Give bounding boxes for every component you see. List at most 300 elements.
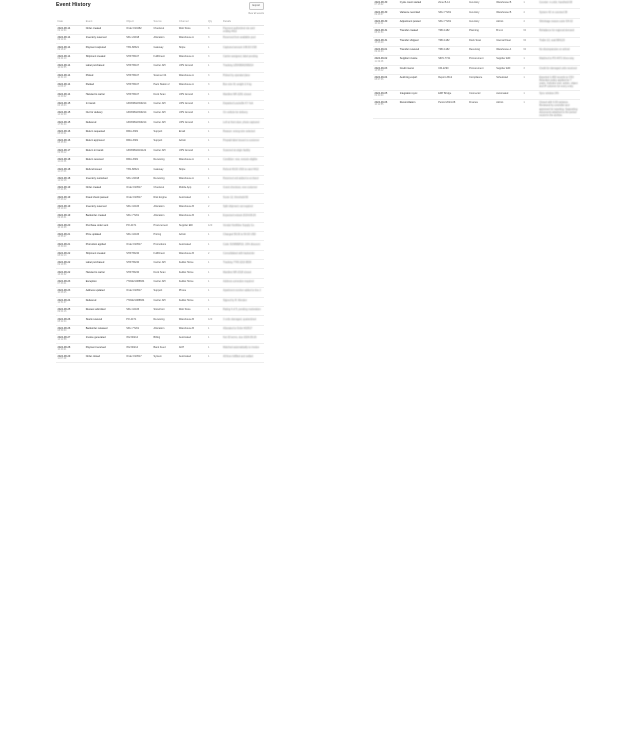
cell-date-sub: 12:51:37 — [57, 301, 67, 304]
cell-date — [373, 28, 398, 37]
cell-event-value: Cycle count started — [399, 1, 422, 5]
event-history-table — [56, 19, 264, 364]
cell-event-value: Payment captured — [85, 45, 107, 49]
cell-event — [84, 250, 125, 259]
cell-event-value: Handed to carrier — [85, 92, 106, 96]
cell-qty — [207, 25, 222, 35]
cell-source — [152, 213, 177, 222]
cell-event — [84, 147, 125, 156]
cell-date-sub: 06:18:33 — [57, 104, 67, 107]
cell-qty — [207, 156, 222, 165]
cell-object-value: SINV-7741 — [438, 57, 451, 61]
cell-date-value: 2024-08-26 — [57, 326, 71, 330]
cell-object — [125, 91, 152, 100]
cell-source — [152, 156, 177, 165]
cell-object — [125, 156, 152, 165]
table-row[interactable] — [56, 335, 264, 344]
cell-details — [538, 28, 580, 37]
cell-details-value: Tracking 7749 2210 8834 — [223, 261, 252, 265]
cell-qty-value: 2 — [208, 251, 210, 255]
cell-object — [125, 35, 152, 44]
table-row[interactable] — [373, 75, 580, 91]
cell-qty-value: 2 — [208, 186, 210, 190]
table-row[interactable] — [56, 119, 264, 128]
table-row[interactable] — [56, 278, 264, 287]
cell-source — [468, 9, 495, 18]
cell-source-value: Planning — [469, 29, 479, 33]
cell-channel-value: Web Store — [178, 26, 191, 30]
cell-event — [398, 65, 436, 74]
cell-channel — [177, 222, 206, 231]
cell-event — [398, 90, 436, 99]
cell-source — [468, 100, 495, 119]
cell-date-value: 2024-08-30 — [374, 10, 388, 14]
cell-event — [84, 175, 125, 184]
table-row[interactable] — [56, 297, 264, 306]
table-row[interactable] — [56, 63, 264, 72]
cell-date-sub: 10:31:19 — [57, 76, 67, 79]
cell-channel — [177, 100, 206, 109]
cell-source — [152, 44, 177, 53]
cell-details-value: System 42 vs counted 38 — [539, 10, 568, 14]
cell-source — [152, 166, 177, 175]
cell-details-value: Condition: new, restock eligible — [223, 158, 258, 162]
cell-channel-value: Admin — [496, 19, 504, 23]
cell-event-value: Delivered — [85, 298, 97, 302]
table-row[interactable] — [373, 18, 580, 27]
cell-event — [84, 203, 125, 212]
cell-channel-value: Warehouse A — [178, 55, 194, 58]
table-row[interactable] — [56, 306, 264, 315]
cell-date — [373, 75, 398, 91]
table-row[interactable] — [56, 156, 264, 165]
cell-object-value: TRN-1182 — [438, 29, 450, 33]
cell-qty — [522, 28, 538, 37]
cell-details — [222, 213, 264, 222]
cell-source — [152, 335, 177, 344]
cell-qty — [522, 75, 538, 91]
cell-event — [84, 128, 125, 137]
cell-source — [152, 91, 177, 100]
cell-event-value: Order closed — [85, 355, 101, 358]
cell-source — [152, 128, 177, 137]
cell-channel-value: Scheduled — [496, 76, 509, 80]
cell-qty-value: 1 — [208, 139, 210, 143]
cell-date — [373, 65, 398, 74]
cell-object-value: RMA-3381 — [126, 130, 139, 133]
cell-object — [125, 213, 152, 222]
cell-source-value: Support — [153, 289, 163, 293]
cell-channel-value: FedEx Home — [178, 270, 194, 274]
table-row[interactable] — [56, 213, 264, 222]
cell-channel-value: Supplier EDI — [496, 66, 511, 70]
cell-source-value: Carrier API — [153, 101, 166, 105]
cell-object-value: TXN-88321 — [126, 45, 140, 49]
cell-qty-value: 1 — [523, 76, 525, 80]
cell-source — [152, 241, 177, 250]
cell-date-value: 2024-08-22 — [57, 270, 71, 274]
cell-date-value: 2024-08-22 — [57, 261, 71, 265]
table-row[interactable] — [56, 53, 264, 62]
cell-channel — [177, 306, 206, 315]
cell-event — [398, 56, 436, 65]
cell-date — [56, 185, 84, 194]
cell-source-value: Connector — [469, 91, 481, 95]
cell-source — [152, 35, 177, 44]
table-row[interactable] — [373, 65, 580, 74]
cell-date-sub: 16:44:02 — [57, 273, 67, 276]
cell-channel — [177, 53, 206, 62]
column-header-details[interactable]: Details — [222, 19, 264, 26]
table-row[interactable] — [373, 90, 580, 99]
cell-date-value: 2024-08-23 — [57, 289, 71, 293]
column-header-qty[interactable]: Qty — [207, 19, 222, 26]
table-row[interactable] — [56, 250, 264, 259]
cell-qty — [207, 353, 222, 362]
cell-details-value: Guest checkout, new customer — [223, 186, 258, 190]
cell-details-value: Prepaid label issued to customer — [223, 139, 260, 143]
cell-event — [398, 37, 436, 46]
cell-event — [84, 138, 125, 147]
cell-details — [222, 35, 264, 44]
cell-date-value: 2024-09-04 — [374, 76, 388, 80]
cell-date — [56, 138, 84, 147]
cell-channel — [177, 297, 206, 306]
cell-channel-value: Stripe — [178, 167, 186, 171]
cell-qty-value: 1 — [523, 91, 525, 95]
table-row[interactable] — [56, 147, 264, 156]
cell-source-value: Dock Scan — [469, 38, 482, 42]
cell-object-value: TRN-1182 — [438, 38, 450, 42]
cell-event — [398, 0, 436, 9]
cell-event — [84, 81, 125, 90]
cell-qty — [207, 119, 222, 128]
table-row[interactable] — [56, 325, 264, 334]
column-header-date[interactable]: Date — [56, 19, 84, 26]
cell-event-value: Shipment created — [85, 55, 106, 58]
cell-channel — [177, 44, 206, 53]
cell-details-value: Departed Louisville KY hub — [223, 101, 254, 105]
table-row[interactable] — [56, 138, 264, 147]
cell-date-value: 2024-08-15 — [57, 120, 71, 124]
cell-date-sub: 09:48:37 — [374, 13, 384, 16]
view-all-events-link[interactable]: View all events — [248, 11, 264, 15]
cell-event — [84, 278, 125, 287]
cell-details-value: Allocated to Order #10517 — [223, 326, 253, 330]
cell-object-value: Report-3312 — [438, 76, 453, 80]
cell-date-sub: 08:59:30 — [57, 329, 67, 332]
cell-details — [222, 222, 264, 231]
cell-qty — [207, 44, 222, 53]
cell-object — [125, 44, 152, 53]
cell-details — [222, 260, 264, 269]
cell-date — [56, 260, 84, 269]
cell-date — [373, 18, 398, 27]
cell-details-value: Split shipment not required — [223, 205, 253, 208]
cell-qty — [207, 175, 222, 184]
cell-date-sub: 10:12:55 — [374, 104, 384, 107]
cell-channel — [177, 194, 206, 203]
cell-qty-value: 4 — [523, 10, 525, 14]
table-row[interactable] — [56, 344, 264, 353]
cell-details — [222, 335, 264, 344]
cell-source — [152, 269, 177, 278]
cell-details-value: Left at front door, photo captured — [223, 120, 260, 124]
cell-object-value: SHP-55240 — [126, 261, 140, 265]
cell-details — [222, 194, 264, 203]
cell-source-value: Inventory — [469, 19, 480, 23]
cell-details-value: 3 units damaged, quarantined — [223, 317, 257, 321]
cell-object — [125, 241, 152, 250]
cell-source-value: Pricing — [153, 233, 162, 237]
cell-details-value: Code SUMMER10, 10% discount — [223, 242, 261, 246]
cell-event — [84, 316, 125, 325]
cell-event-value: Shipment created — [85, 251, 106, 255]
cell-date — [56, 306, 84, 315]
cell-channel — [177, 156, 206, 165]
table-row[interactable] — [373, 100, 580, 119]
table-row[interactable] — [56, 166, 264, 175]
cell-date-sub: 08:09:21 — [57, 133, 67, 136]
table-row[interactable] — [56, 185, 264, 194]
table-row[interactable] — [56, 175, 264, 184]
table-row[interactable] — [56, 81, 264, 90]
cell-qty-value: 120 — [208, 317, 213, 321]
cell-qty-value: 2 — [208, 205, 210, 208]
cell-event-value: Return received — [85, 158, 104, 162]
cell-qty — [207, 81, 222, 90]
cell-date — [56, 25, 84, 35]
cell-date — [56, 231, 84, 240]
cell-channel-value: UPS Ground — [178, 148, 194, 152]
cell-event-value: Reconciliation — [399, 101, 416, 105]
cell-date-value: 2024-08-14 — [57, 92, 71, 96]
cell-event-value: Backorder created — [85, 214, 107, 218]
cell-qty — [207, 147, 222, 156]
cell-channel — [177, 213, 206, 222]
cell-channel — [177, 175, 206, 184]
cell-qty — [207, 344, 222, 353]
cell-channel — [495, 46, 522, 55]
cell-details — [538, 0, 580, 9]
cell-qty-value: 1 — [208, 261, 210, 265]
cell-qty-value: 3 — [208, 26, 210, 30]
cell-source-value: Gateway — [153, 167, 164, 171]
cell-event — [84, 35, 125, 44]
cell-event — [84, 100, 125, 109]
cell-qty — [207, 306, 222, 315]
cell-details — [538, 65, 580, 74]
cell-source-value: Gateway — [153, 45, 164, 49]
cell-date-sub: 10:02:55 — [57, 67, 67, 70]
cell-qty — [207, 335, 222, 344]
cell-details-value: All lines fulfilled and settled — [223, 355, 254, 358]
cell-date-sub: 08:31:54 — [374, 32, 384, 35]
cell-source — [152, 194, 177, 203]
column-header-source[interactable]: Source — [152, 19, 177, 26]
cell-date — [56, 128, 84, 137]
table-row[interactable] — [56, 194, 264, 203]
cell-date-sub: 07:33:41 — [57, 283, 67, 286]
table-row[interactable] — [373, 46, 580, 55]
cell-qty-value: 1 — [208, 270, 210, 274]
cell-event — [84, 222, 125, 231]
table-row[interactable] — [373, 0, 580, 9]
cell-event-value: Promotion applied — [85, 242, 106, 246]
cell-object — [437, 0, 468, 9]
cell-date-value: 2024-08-14 — [57, 64, 71, 68]
cell-channel — [177, 25, 206, 35]
cell-qty — [207, 260, 222, 269]
cell-channel-value: Email — [178, 130, 186, 133]
cell-date-sub: 08:35:50 — [57, 142, 67, 145]
cell-details — [222, 203, 264, 212]
cell-date-value: 2024-09-06 — [374, 101, 388, 105]
cell-object-value: SHP-55107 — [126, 73, 140, 77]
cell-object-value: Order #10517 — [126, 242, 142, 246]
cell-qty — [207, 269, 222, 278]
table-row[interactable] — [56, 100, 264, 109]
cell-channel — [177, 325, 206, 334]
cell-date-sub: 10:22:11 — [374, 23, 384, 26]
table-row[interactable] — [56, 91, 264, 100]
table-row[interactable] — [373, 9, 580, 18]
cell-qty — [207, 278, 222, 287]
table-row[interactable] — [56, 72, 264, 81]
cell-event — [84, 306, 125, 315]
cell-details — [538, 18, 580, 27]
cell-event-value: Inventory restocked — [85, 176, 108, 180]
table-row[interactable] — [56, 110, 264, 119]
cell-details — [222, 72, 264, 81]
cell-event-value: Return requested — [85, 130, 106, 133]
cell-date-value: 2024-08-15 — [57, 101, 71, 105]
cell-object — [125, 81, 152, 90]
cell-source — [152, 63, 177, 72]
cell-event-value: Out for delivery — [85, 111, 103, 115]
cell-event — [398, 18, 436, 27]
cell-qty-value: 1 — [523, 101, 525, 105]
column-header-event[interactable]: Event — [84, 19, 125, 26]
table-row[interactable] — [56, 222, 264, 231]
cell-date-value: 2024-08-25 — [57, 308, 71, 312]
table-row[interactable] — [56, 203, 264, 212]
cell-details — [538, 56, 580, 65]
cell-object — [125, 288, 152, 297]
cell-event-value: Inventory reserved — [85, 36, 107, 40]
cell-event — [84, 194, 125, 203]
table-row[interactable] — [373, 28, 580, 37]
cell-details-value: Credit for damaged units received — [539, 66, 577, 70]
cell-event-value: Refund issued — [85, 167, 102, 171]
cell-qty — [207, 297, 222, 306]
cell-date — [56, 91, 84, 100]
cell-event — [398, 100, 436, 119]
cell-date — [56, 213, 84, 222]
cell-channel — [495, 9, 525, 18]
table-row[interactable] — [56, 316, 264, 325]
table-row[interactable] — [56, 269, 264, 278]
cell-qty-value: 1 — [208, 130, 210, 133]
cell-channel-value: Admin — [496, 101, 504, 105]
table-row[interactable] — [373, 56, 580, 65]
cell-object — [437, 56, 468, 65]
cell-channel-value: Warehouse A — [178, 176, 194, 180]
cell-qty — [207, 110, 222, 119]
cell-object — [125, 100, 152, 109]
cell-channel-value: Automated — [178, 195, 191, 199]
cell-event-value: In transit — [85, 101, 96, 105]
panel-header — [56, 2, 264, 19]
cell-date-value: 2024-08-18 — [57, 176, 71, 180]
cell-source-value: Inventory — [469, 1, 480, 5]
cell-date — [373, 90, 398, 99]
cell-qty — [522, 0, 538, 9]
cell-source-value: Carrier API — [153, 120, 166, 124]
cell-source — [468, 56, 495, 65]
cell-date-sub: 12:02:18 — [57, 179, 67, 182]
export-button[interactable]: Export — [249, 2, 265, 10]
cell-event-value: Exception — [85, 280, 97, 283]
cell-source — [152, 250, 177, 259]
table-row[interactable] — [56, 260, 264, 269]
column-header-object[interactable]: Object — [125, 19, 152, 26]
cell-channel-value: Warehouse B — [178, 326, 194, 330]
cell-source-value: Allocation — [153, 36, 165, 40]
cell-qty-value: 3 — [208, 55, 210, 58]
table-row[interactable] — [56, 44, 264, 53]
cell-event — [84, 44, 125, 53]
cell-qty-value: 1 — [208, 167, 210, 171]
cell-source — [152, 72, 177, 81]
table-row[interactable] — [56, 241, 264, 250]
cell-channel — [495, 18, 525, 27]
cell-event — [84, 110, 125, 119]
cell-event — [84, 325, 125, 334]
cell-source-value: Procurement — [153, 223, 168, 227]
cell-channel-value: Web Store — [178, 308, 191, 312]
cell-date-sub: 09:44:03 — [374, 51, 384, 54]
cell-details — [222, 53, 264, 62]
cell-details — [538, 37, 580, 46]
cell-date — [56, 269, 84, 278]
cell-date-sub: 09:30:00 — [374, 95, 384, 98]
table-row[interactable] — [56, 288, 264, 297]
table-row[interactable] — [56, 35, 264, 44]
cell-channel-value: Warehouse A — [178, 158, 194, 162]
table-row[interactable] — [56, 231, 264, 240]
cell-details — [222, 231, 264, 240]
cell-source-value: Checkout — [153, 186, 165, 190]
table-body — [56, 25, 264, 363]
cell-details-value: Closed with 0.00 variance. Reviewed by controller and approved for reporting. Supporting documents attached to the period record in the archive. — [539, 101, 578, 117]
table-row[interactable] — [56, 353, 264, 362]
cell-source — [152, 185, 177, 194]
column-header-channel[interactable]: Channel — [177, 19, 206, 26]
cell-object — [125, 316, 152, 325]
table-row[interactable] — [56, 128, 264, 137]
table-row[interactable] — [373, 37, 580, 46]
cell-channel-value: Warehouse B — [178, 205, 194, 208]
cell-source — [152, 81, 177, 90]
cell-date-value: 2024-09-05 — [374, 91, 388, 95]
cell-details-value: Rebalance for regional demand — [539, 29, 575, 33]
cell-details — [538, 9, 580, 18]
cell-date-sub: 11:07:49 — [57, 358, 67, 361]
table-row[interactable] — [56, 25, 264, 35]
cell-channel — [495, 0, 525, 9]
cell-details-value: On vehicle for delivery — [223, 111, 248, 115]
